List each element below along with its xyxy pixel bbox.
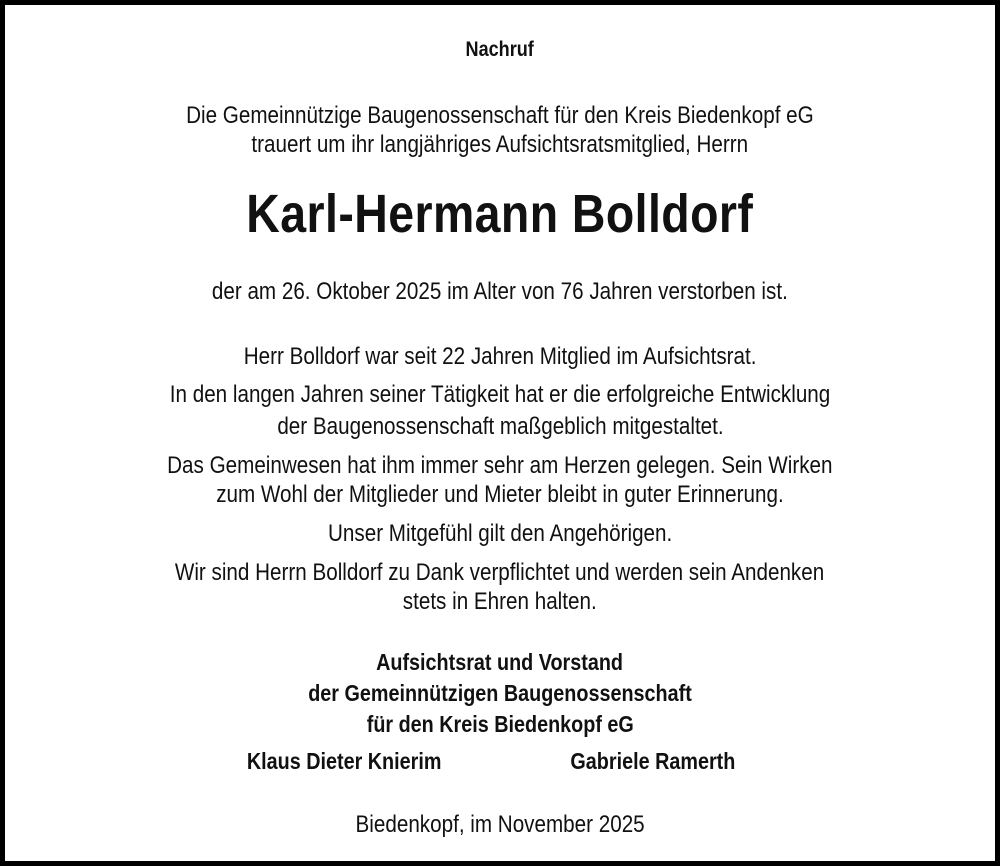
signature-line-3 (0, 711, 1000, 738)
signatory-name-left (224, 748, 464, 775)
paragraph-1-line-1 (0, 343, 1000, 371)
place-date (0, 811, 1000, 839)
intro-line-1 (0, 102, 1000, 130)
notice-kicker (0, 38, 1000, 62)
kicker-text: Nachruf (465, 38, 535, 61)
paragraph-5-line-1 (0, 559, 1000, 587)
signatory-name-text: Gabriele Ramerth (570, 748, 736, 774)
paragraph-2-line-2 (0, 413, 1000, 441)
signature-text: für den Kreis Biedenkopf eG (366, 711, 634, 737)
intro-text-2: trauert um ihr langjähriges Aufsichtsratsmitglied, Herrn (251, 131, 749, 158)
signature-text: Aufsichtsrat und Vorstand (376, 649, 624, 675)
paragraph-text: Herr Bolldorf war seit 22 Jahren Mitglied im Aufsichtsrat. (243, 343, 757, 370)
paragraph-text: der Baugenossenschaft maßgeblich mitgestaltet. (276, 413, 724, 440)
place-date-text: Biedenkopf, im November 2025 (355, 811, 645, 838)
signature-line-1 (0, 649, 1000, 676)
deceased-name (0, 183, 1000, 245)
paragraph-4-line-1 (0, 520, 1000, 548)
death-line (0, 278, 1000, 306)
paragraph-text: stets in Ehren halten. (403, 588, 597, 615)
paragraph-2-line-1 (0, 381, 1000, 409)
paragraph-text: zum Wohl der Mitglieder und Mieter bleibt in guter Erinnerung. (216, 481, 784, 508)
signatory-names (0, 748, 1000, 778)
intro-text-1: Die Gemeinnützige Baugenossenschaft für den Kreis Biedenkopf eG (186, 102, 814, 129)
signatory-name-right (548, 748, 758, 775)
signature-line-2 (0, 680, 1000, 707)
paragraph-text: Das Gemeinwesen hat ihm immer sehr am Herzen gelegen. Sein Wirken (167, 452, 833, 479)
intro-line-2 (0, 131, 1000, 159)
paragraph-5-line-2 (0, 588, 1000, 616)
death-line-text: der am 26. Oktober 2025 im Alter von 76 Jahren verstorben ist. (212, 278, 788, 305)
signature-text: der Gemeinnützigen Baugenossenschaft (308, 680, 692, 706)
paragraph-text: Wir sind Herrn Bolldorf zu Dank verpflichtet und werden sein Andenken (175, 559, 825, 586)
signatory-name-text: Klaus Dieter Knierim (246, 748, 442, 774)
paragraph-text: Unser Mitgefühl gilt den Angehörigen. (327, 520, 673, 547)
deceased-name-text: Karl-Hermann Bolldorf (246, 184, 754, 244)
paragraph-3-line-1 (0, 452, 1000, 480)
paragraph-text: In den langen Jahren seiner Tätigkeit hat er die erfolgreiche Entwicklung (169, 381, 831, 408)
paragraph-3-line-2 (0, 481, 1000, 509)
